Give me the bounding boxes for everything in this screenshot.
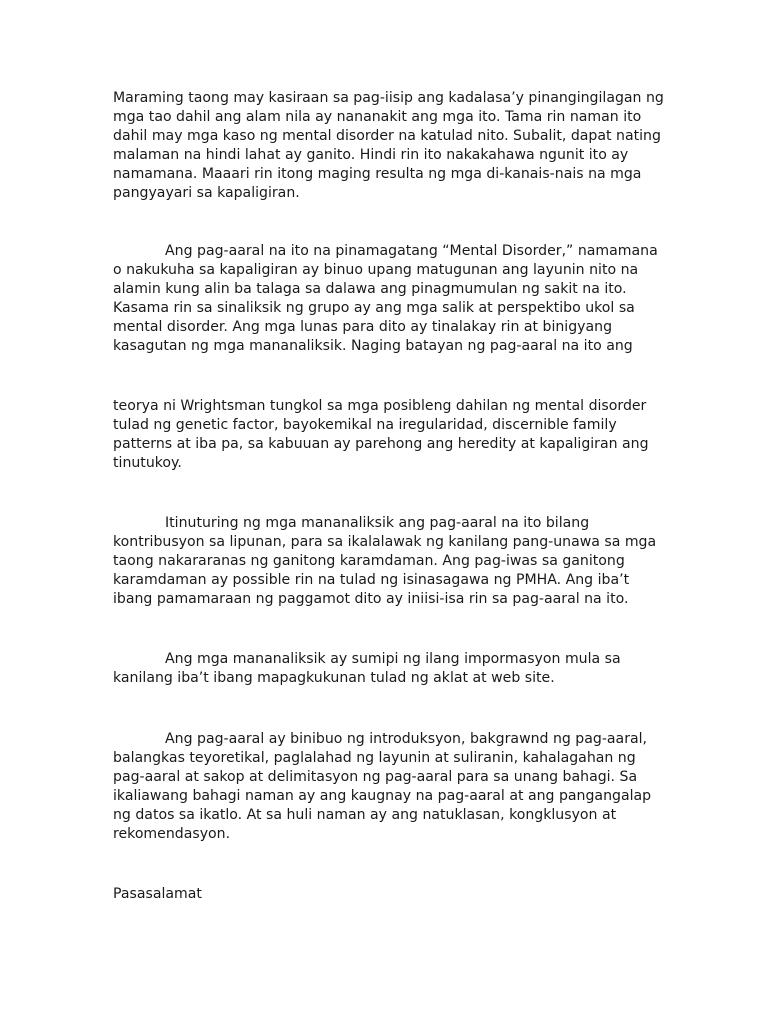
text-line: malaman na hindi lahat ay ganito. Hindi rin ito nakakahawa ngunit ito ay bbox=[113, 147, 629, 163]
text-line: kontribusyon sa lipunan, para sa ikalalawak ng kanilang pang-unawa sa mga bbox=[113, 534, 657, 550]
text-line: teorya ni Wrightsman tungkol sa mga posibleng dahilan ng mental disorder bbox=[113, 398, 647, 414]
text-line: o nakukuha sa kapaligiran ay binuo upang matugunan ang layunin nito na bbox=[113, 262, 639, 278]
text-line: ikaliawang bahagi naman ay ang kaugnay na pag-aaral at ang pangangalap bbox=[113, 788, 652, 804]
text-line: Kasama rin sa sinaliksik ng grupo ay ang mga salik at perspektibo ukol sa bbox=[113, 300, 635, 316]
text-line: Ang mga mananaliksik ay sumipi ng ilang impormasyon mula sa bbox=[165, 651, 621, 667]
text-line: mental disorder. Ang mga lunas para dito ay tinalakay rin at binigyang bbox=[113, 319, 613, 335]
text-line: Itinuturing ng mga mananaliksik ang pag-aaral na ito bilang bbox=[165, 515, 590, 531]
text-line: Maraming taong may kasiraan sa pag-iisip ang kadalasa’y pinangingilagan ng bbox=[113, 90, 664, 106]
text-line: rekomendasyon. bbox=[113, 826, 231, 842]
text-line: alamin kung alin ba talaga sa dalawa ang pinagmumulan ng sakit na ito. bbox=[113, 281, 627, 297]
text-line: ng datos sa ikatlo. At sa huli naman ay ang natuklasan, kongklusyon at bbox=[113, 807, 617, 823]
text-line: balangkas teyoretikal, paglalahad ng layunin at suliranin, kahalagahan ng bbox=[113, 750, 636, 766]
section-heading-pasasalamat: Pasasalamat bbox=[113, 886, 202, 902]
text-line: Ang pag-aaral na ito na pinamagatang “Mental Disorder,” namamana bbox=[165, 243, 658, 259]
text-line: ibang pamamaraan ng paggamot dito ay iniisi-isa rin sa pag-aaral na ito. bbox=[113, 591, 629, 607]
text-line: karamdaman ay possible rin na tulad ng isinasagawa ng PMHA. Ang iba’t bbox=[113, 572, 630, 588]
text-line: pag-aaral at sakop at delimitasyon ng pag-aaral para sa unang bahagi. Sa bbox=[113, 769, 638, 785]
text-line: mga tao dahil ang alam nila ay nananakit ang mga ito. Tama rin naman ito bbox=[113, 109, 642, 125]
text-line: patterns at iba pa, sa kabuuan ay parehong ang heredity at kapaligiran ang bbox=[113, 436, 649, 452]
text-line: taong nakararanas ng ganitong karamdaman. Ang pag-iwas sa ganitong bbox=[113, 553, 625, 569]
text-line: Ang pag-aaral ay binibuo ng introduksyon, bakgrawnd ng pag-aaral, bbox=[165, 731, 648, 747]
text-line: kanilang iba’t ibang mapagkukunan tulad ng aklat at web site. bbox=[113, 670, 555, 686]
text-line: namamana. Maaari rin itong maging resulta ng mga di-kanais-nais na mga bbox=[113, 166, 642, 182]
text-line: dahil may mga kaso ng mental disorder na katulad nito. Subalit, dapat nating bbox=[113, 128, 661, 144]
text-line: kasagutan ng mga mananaliksik. Naging batayan ng pag-aaral na ito ang bbox=[113, 338, 633, 354]
text-line: tulad ng genetic factor, bayokemikal na iregularidad, discernible family bbox=[113, 417, 617, 433]
text-line: pangyayari sa kapaligiran. bbox=[113, 185, 300, 201]
text-line: tinutukoy. bbox=[113, 455, 182, 471]
